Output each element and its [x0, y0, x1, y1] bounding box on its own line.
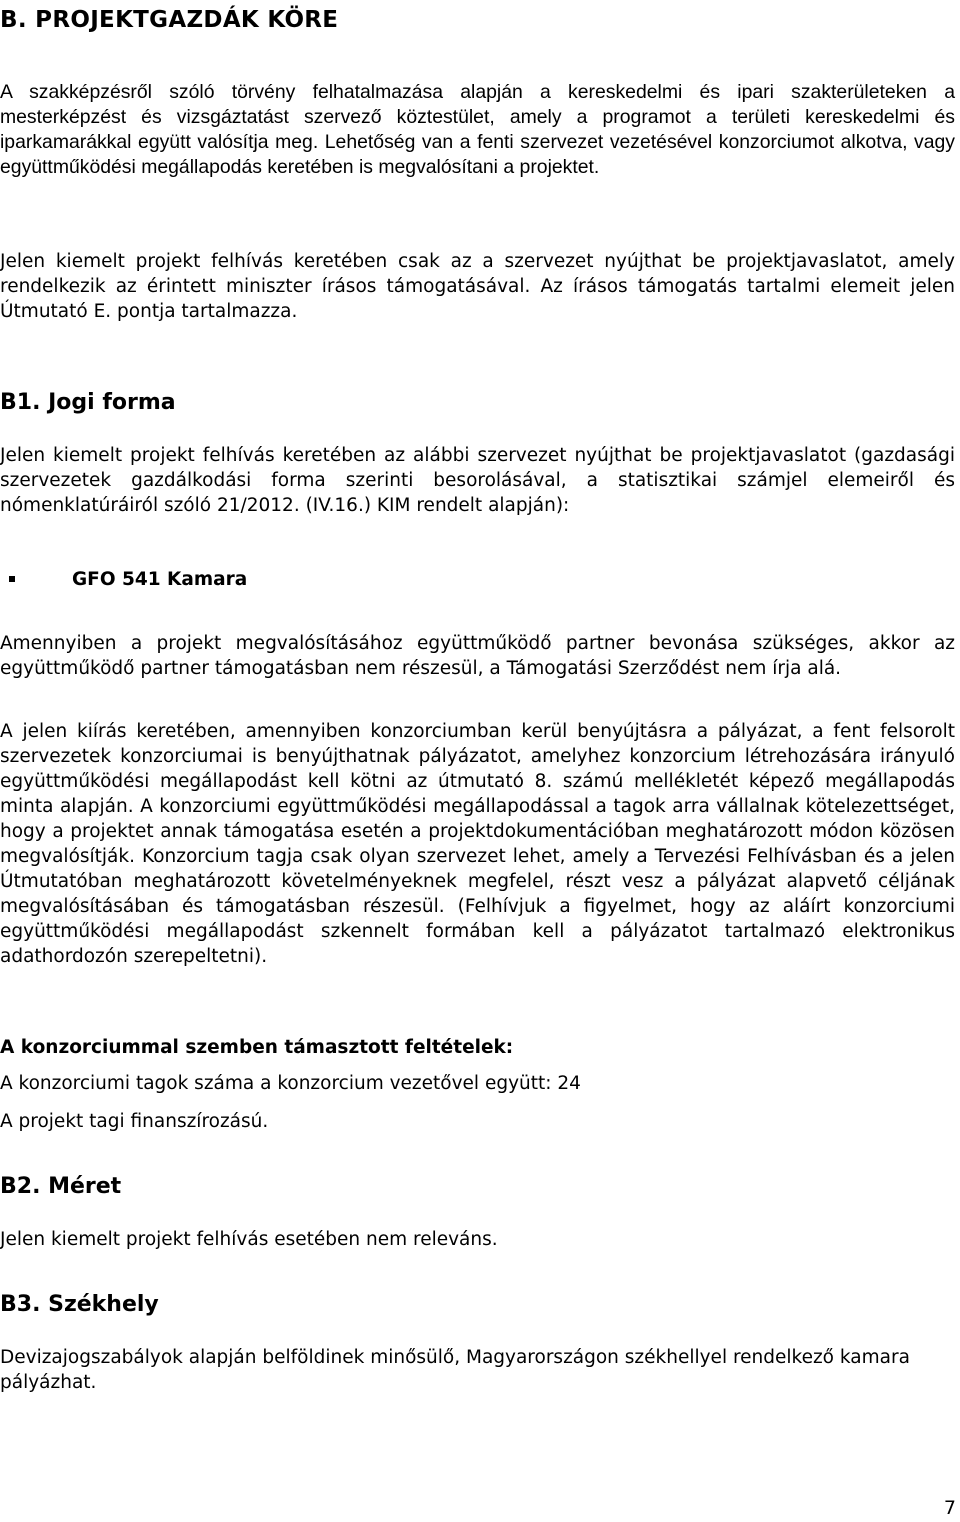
page-number: 7	[943, 1497, 956, 1519]
section-b3-title: B3. Székhely	[0, 1292, 159, 1317]
support-paragraph: Jelen kiemelt projekt felhívás keretében csak az a szervezet nyújthat be projektjavaslatot, amely rendelkezik az érintett miniszter írásos támogatásával. Az írásos támogatás tartalmi elemeit jelen Útmutató E. pontja tartalmazza.	[0, 251, 955, 322]
section-b1-title: B1. Jogi forma	[0, 390, 176, 415]
bullet-text: GFO 541 Kamara	[72, 569, 248, 590]
section-b2-title: B2. Méret	[0, 1174, 122, 1199]
partner-paragraph: Amennyiben a projekt megvalósításához együttműködő partner bevonása szükséges, akkor az együttműködő partner támogatásban nem részesül, a Támogatási Szerződést nem írja alá.	[0, 633, 955, 679]
intro-paragraph: A szakképzésről szóló törvény felhatalmazása alapján a kereskedelmi és ipari szakterületeken a mesterképzést és vizsgáztatást szervező köztestület, amely a programot a területi kereskedelmi és iparkamarákkal együtt valósítja meg. Lehetőség van a fenti szervezet vezetésével konzorciumot alkotva, vagy együttműködési megállapodás keretében is megvalósítani a projektet.	[0, 81, 955, 178]
main-heading: B. PROJEKTGAZDÁK KÖRE	[0, 7, 339, 33]
bullet-list-item	[0, 567, 400, 592]
members-line: A konzorciumi tagok száma a konzorcium vezetővel együtt: 24	[0, 1073, 581, 1094]
b3-paragraph: Devizajogszabályok alapján belföldinek minősülő, Magyarországon székhellyel rendelkező kamara pályázhat.	[0, 1347, 910, 1393]
square-bullet-icon	[9, 576, 15, 582]
consortium-paragraph: A jelen kiírás keretében, amennyiben konzorciumban kerül benyújtásra a pályázat, a fent felsorolt szervezetek konzorciumai is benyújthatnak pályázatot, amelyhez konzorcium létrehozására irányuló együttműködési megállapodást kell kötni az útmutató 8. számú mellékletét képező megállapodás minta alapján. A konzorciumi együttműködési megállapodással a tagok arra vállalnak kötelezettséget, hogy a projektet annak támogatása esetén a projektdokumentációban meghatározott módon közösen megvalósítják. Konzorcium tagja csak olyan szervezet lehet, amely a Tervezési Felhívásban és a jelen Útmutatóban meghatározott követelményeknek megfelel, részt vesz a pályázat alapvető céljának megvalósításában és támogatásban részesül. (Felhívjuk a figyelmet, hogy az aláírt konzorciumi együttműködési megállapodást szkennelt formában kell a pályázatot tartalmazó elektronikus adathordozón szerepeltetni).	[0, 721, 955, 967]
b1-paragraph: Jelen kiemelt projekt felhívás keretében az alábbi szervezet nyújthat be projektjavaslatot (gazdasági szervezetek gazdálkodási forma szerinti besorolásával, a statisztikai számjel elemeiről és nómenklatúráiról szóló 21/2012. (IV.16.) KIM rendelt alapján):	[0, 445, 955, 516]
financing-line: A projekt tagi finanszírozású.	[0, 1111, 269, 1132]
conditions-title: A konzorciummal szemben támasztott feltételek:	[0, 1037, 514, 1058]
b2-paragraph: Jelen kiemelt projekt felhívás esetében nem releváns.	[0, 1229, 498, 1250]
